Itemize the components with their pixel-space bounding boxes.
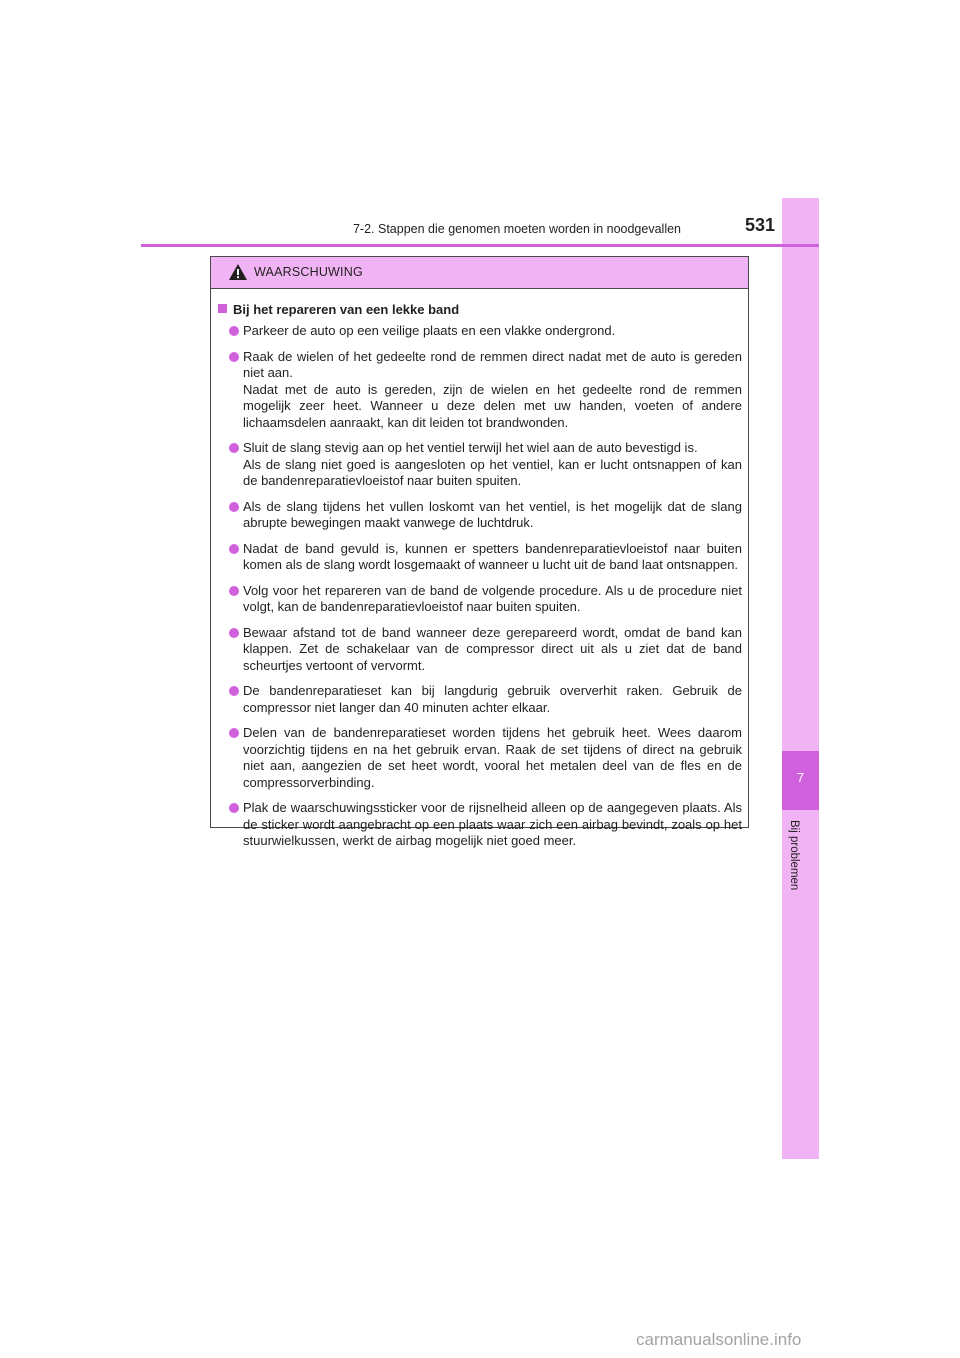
list-item [217,440,742,490]
bullet-icon [229,326,239,336]
chapter-title: Bij problemen [788,820,800,891]
list-item-text: De bandenreparatieset kan bij langdurig gebruik oververhit raken. Gebruik de compressor niet langer dan 40 minuten achter elkaar. [243,683,742,715]
bullet-icon [229,352,239,362]
list-item-text: Sluit de slang stevig aan op het ventiel terwijl het wiel aan de auto bevestigd is. [243,440,698,455]
list-item [217,683,742,716]
list-item [217,800,742,850]
list-item [217,725,742,791]
section-title: 7-2. Stappen die genomen moeten worden in noodgevallen [352,222,681,236]
list-item [217,499,742,532]
list-item [217,583,742,616]
list-item [217,323,742,340]
square-bullet-icon [218,304,227,313]
warning-box [210,256,749,848]
list-item [217,625,742,675]
warning-body [211,289,748,850]
bullet-icon [229,728,239,738]
bullet-icon [229,686,239,696]
side-tab [782,198,819,1159]
warning-title: WAARSCHUWING [254,265,363,279]
chapter-number: 7 [796,770,805,785]
warning-triangle-icon [228,263,248,281]
list-item-text: Nadat met de auto is gereden, zijn de wielen en het gedeelte rond de remmen mogelijk zeer heet. Wanneer u deze delen met uw handen, voeten of andere lichaamsdelen aanraakt, kan dit leiden tot brandwonden. [243,381,742,430]
bullet-icon [229,502,239,512]
list-item-text: Nadat de band gevuld is, kunnen er spetters bandenreparatievloeistof naar buiten komen als de slang wordt losgemaakt of wanneer u lucht uit de band laat ontsnappen. [243,540,742,572]
header-rule [141,244,819,247]
warning-header [211,257,748,289]
warning-list [217,323,742,850]
section-heading-text: Bij het repareren van een lekke band [233,302,460,317]
bullet-icon [229,628,239,638]
bullet-icon [229,443,239,453]
list-item [217,541,742,574]
bullet-icon [229,803,239,813]
page-number: 531 [745,215,776,235]
list-item-text: Parkeer de auto op een veilige plaats en een vlakke ondergrond. [243,323,616,338]
list-item-text: Als de slang tijdens het vullen loskomt van het ventiel, is het mogelijk dat de slang abrupte bewegingen maakt vanwege de luchtdruk. [243,498,742,530]
list-item-text: Plak de waarschuwingssticker voor de rijsnelheid alleen op de aangegeven plaats. Als de sticker wordt aangebracht op een plaats waar zich een airbag bevindt, zoals op het stuurwielkussen, werkt de airbag mogelijk niet goed meer. [243,800,742,848]
list-item-text: Bewaar afstand tot de band wanneer deze gerepareerd wordt, omdat de band kan klappen. Zet de schakelaar van de compressor direct uit als u ziet dat de band scheurtjes vertoont of vervormt. [243,624,742,673]
bullet-icon [229,544,239,554]
list-item-text: Als de slang niet goed is aangesloten op het ventiel, kan er lucht ontsnappen of kan de bandenreparatievloeistof naar buiten spuiten. [243,456,742,488]
watermark: carmanualsonline.info [636,1330,802,1349]
bullet-icon [229,586,239,596]
section-heading [217,302,742,317]
list-item-text: Volg voor het repareren van de band de volgende procedure. Als u de procedure niet volgt, kan de bandenreparatievloeistof naar buiten spuiten. [243,582,742,614]
list-item-text: Delen van de bandenreparatieset worden tijdens het gebruik heet. Wees daarom voorzichtig tijdens en na het gebruik ervan. Raak de set tijdens of direct na gebruik niet aan, aangezien de set heet wordt, vooral het metalen deel van de fles en de compressorverbinding. [243,725,742,790]
list-item [217,349,742,432]
list-item-text: Raak de wielen of het gedeelte rond de remmen direct nadat met de auto is gereden niet aan. [243,348,742,380]
